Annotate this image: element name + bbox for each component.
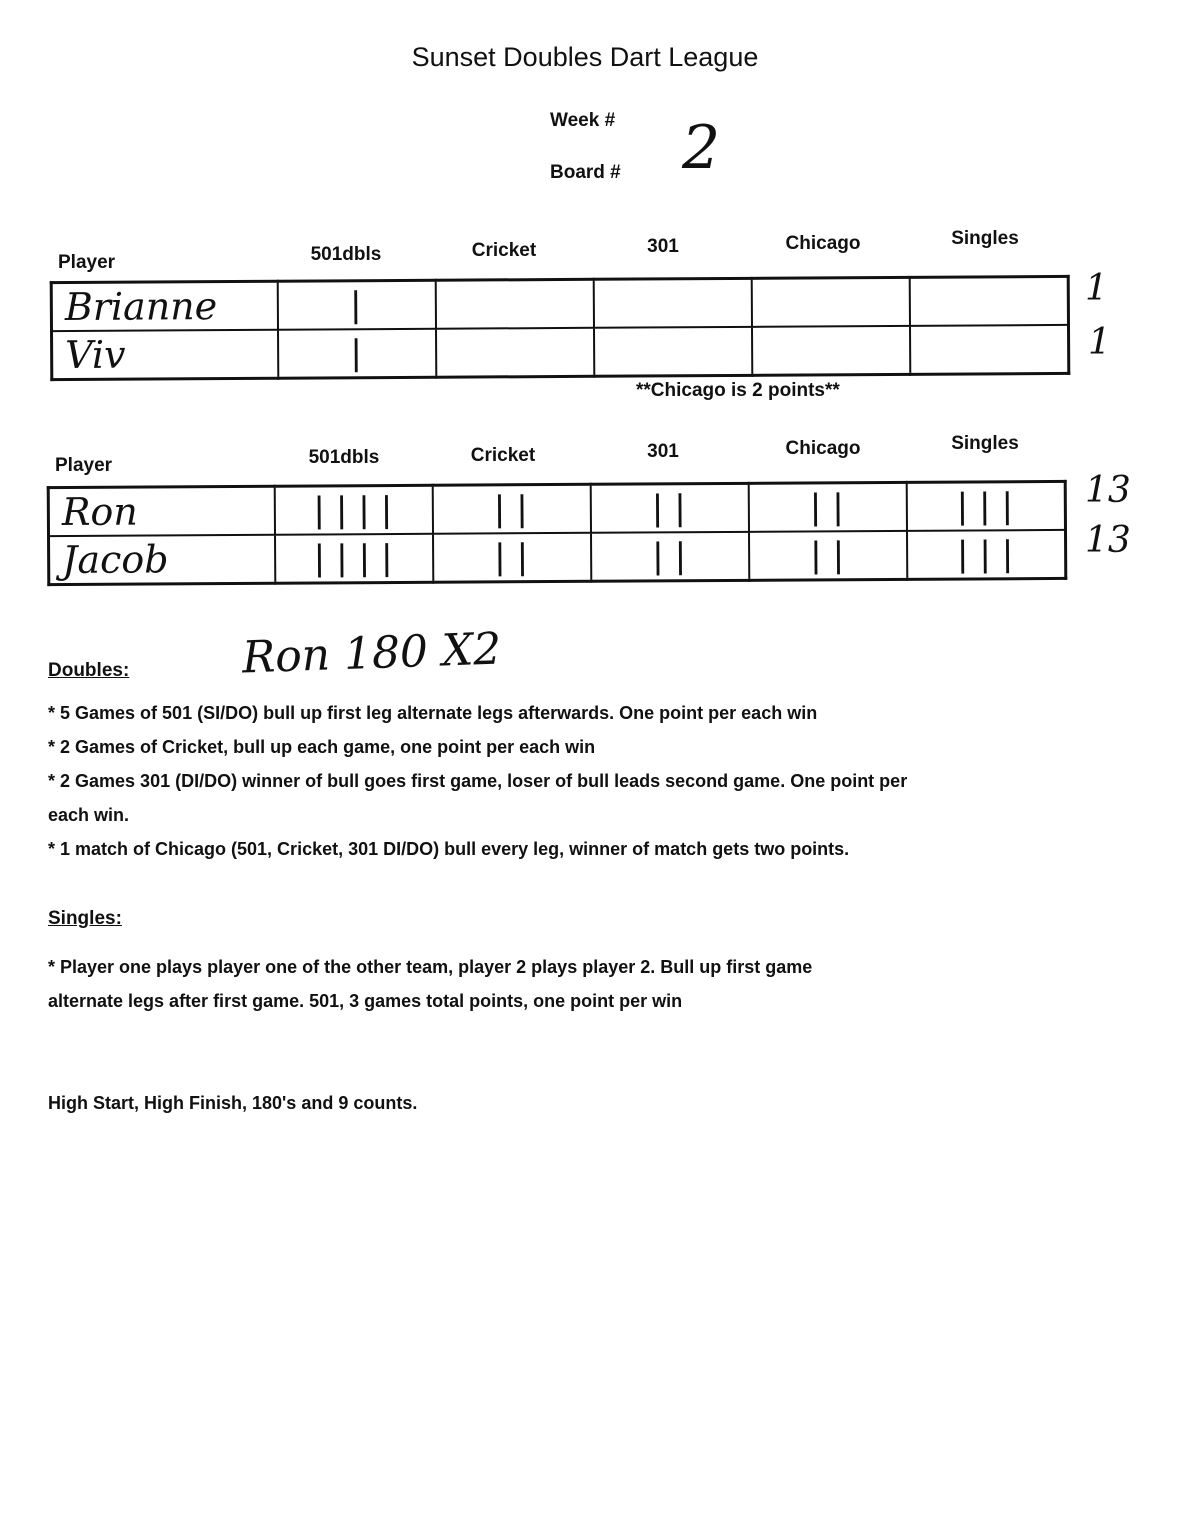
handwritten-note: Ron 180 X2 [241, 623, 503, 684]
player-name: Jacob [49, 535, 276, 585]
tally-cricket: || [433, 484, 591, 533]
rule-item: * 1 match of Chicago (501, Cricket, 301 DI/DO) bull every leg, winner of match gets two points. [48, 839, 850, 859]
tally-cricket [436, 279, 594, 328]
tally-301: || [591, 532, 749, 581]
week-number: 2 [682, 113, 721, 183]
col-head-chicago: Chicago [785, 233, 861, 254]
col-head-singles: Singles [951, 228, 1019, 249]
tally-chicago: || [749, 482, 907, 531]
rule-item: * 2 Games 301 (DI/DO) winner of bull goes first game, loser of bull leads second game. One point per each win. [48, 771, 908, 825]
player-name: Viv [52, 330, 279, 380]
rule-item: * 2 Games of Cricket, bull up each game, one point per each win [48, 737, 596, 757]
tally-cricket [436, 328, 594, 377]
table-row [49, 530, 1066, 585]
tally-301 [594, 278, 752, 327]
tally-501dbls: | [278, 280, 436, 329]
player-total: 1 [1088, 322, 1111, 363]
tally-501dbls: |||| [275, 485, 433, 534]
tally-chicago [752, 277, 910, 326]
doubles-rules [48, 696, 928, 866]
col-head-cricket: Cricket [471, 240, 537, 261]
player-total: 13 [1085, 520, 1131, 561]
tally-301 [594, 327, 752, 376]
tally-301: || [591, 483, 749, 532]
col-head-cricket: Cricket [470, 445, 536, 466]
doubles-title: Doubles: [48, 660, 130, 681]
team1-score-table [50, 275, 1071, 381]
table-row [52, 325, 1069, 380]
week-label: Week # [550, 110, 616, 131]
col-head-501dbls: 501dbls [310, 244, 382, 265]
team2-score-table [47, 480, 1068, 586]
tally-singles [910, 325, 1069, 374]
col-head-301: 301 [647, 441, 679, 462]
chicago-note: **Chicago is 2 points** [636, 380, 840, 401]
player-total: 13 [1085, 470, 1131, 511]
tally-cricket: || [433, 533, 591, 582]
col-head-chicago: Chicago [785, 438, 861, 459]
footer-note: High Start, High Finish, 180's and 9 counts. [48, 1093, 418, 1113]
rule-item: * 5 Games of 501 (SI/DO) bull up first leg alternate legs afterwards. One point per each win [48, 703, 818, 723]
col-head-player: Player [58, 252, 116, 273]
col-head-301: 301 [647, 236, 679, 257]
col-head-singles: Singles [951, 433, 1019, 454]
table-row [48, 481, 1065, 536]
tally-singles [910, 276, 1069, 325]
tally-singles: ||| [907, 481, 1066, 530]
singles-rule: * Player one plays player one of the other team, player 2 plays player 2. Bull up first game alternate legs after first game. 501, 3 games total points, one point per win [48, 957, 813, 1011]
tally-singles: ||| [907, 530, 1066, 579]
tally-chicago: || [749, 531, 907, 580]
tally-chicago [752, 326, 910, 375]
player-name: Brianne [51, 281, 278, 331]
tally-501dbls: |||| [275, 534, 433, 583]
player-total: 1 [1085, 268, 1108, 309]
col-head-player: Player [55, 455, 113, 476]
player-name: Ron [48, 486, 275, 536]
col-head-501dbls: 501dbls [308, 447, 380, 468]
board-label: Board # [550, 162, 621, 183]
tally-501dbls: | [278, 329, 436, 378]
table-row [51, 276, 1068, 331]
league-title: Sunset Doubles Dart League [411, 42, 759, 72]
singles-title: Singles: [48, 908, 122, 929]
